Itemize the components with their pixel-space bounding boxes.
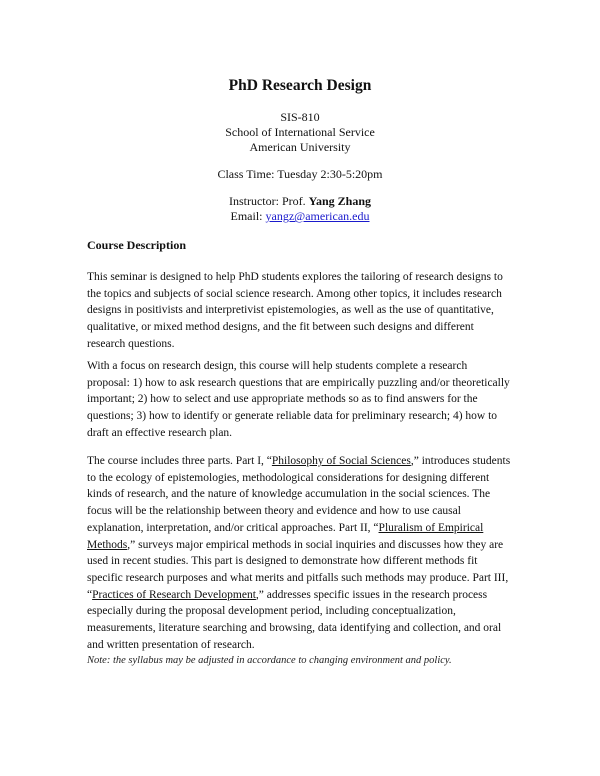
instructor-prefix: Instructor: Prof.	[228, 194, 309, 208]
email-prefix: Email:	[230, 209, 266, 223]
instructor-name: Yang Zhang	[308, 194, 372, 208]
course-header	[0, 76, 600, 224]
para3-text-d: ,” addresses specific issues in the research process especially during the proposal development period, including conceptualization, measurements, literature searching and browsing, data identifying and collection, and oral and written presentation of research.	[87, 588, 502, 651]
university-name: American University	[249, 140, 351, 154]
para3-text-b: ,” introduces students to the ecology of epistemologies, methodological considerations for designing different kinds of research, and the nature of knowledge accumulation in the social sciences. The focus will be the relationship between theory and evidence and how to use causal explanation, interpretation, and/or critical approaches. Part II, “	[87, 455, 511, 534]
part3-title-link: Practices of Research Development	[92, 588, 256, 601]
para3-text-c: ,” surveys major empirical methods in social inquiries and discusses how they are used in recent studies. This part is designed to demonstrate how different methods fit specific research purposes and what merits and pitfalls such methods may produce. Part III, “	[87, 538, 509, 601]
description-paragraph-2: With a focus on research design, this course will help students complete a research proposal: 1) how to ask research questions that are empirically puzzling and/or theoretically important; 2) how to select and use appropriate methods so as to find answers for the questions; 3) how to identify or generate reliable data for preliminary research; 4) how to draft an effective research plan.	[87, 360, 510, 439]
part1-title-link: Philosophy of Social Sciences	[271, 455, 411, 467]
email-link[interactable]: yangz@american.edu	[265, 209, 370, 223]
description-paragraph-3	[87, 453, 512, 653]
course-code: SIS-810	[280, 110, 320, 124]
description-paragraph-1: This seminar is designed to help PhD students explores the tailoring of research designs to the topics and subjects of social science research. Among other topics, it includes research designs in positivists and interpretivist epistemologies, as well as the use of quantitative, qualitative, or mixed method designs, and the fit between such designs and different research questions.	[87, 271, 503, 350]
email-line	[0, 209, 600, 224]
instructor-line	[0, 194, 600, 209]
part2-title-link: Pluralism of Empirical Methods	[87, 521, 484, 551]
course-title: PhD Research Design	[228, 77, 372, 94]
syllabus-note: Note: the syllabus may be adjusted in accordance to changing environment and policy.	[87, 655, 452, 666]
class-time: Class Time: Tuesday 2:30-5:20pm	[217, 167, 383, 181]
para3-text-a: The course includes three parts. Part I, “	[87, 455, 272, 467]
section-heading-course-description: Course Description	[87, 238, 186, 252]
school-name: School of International Service	[225, 125, 375, 139]
